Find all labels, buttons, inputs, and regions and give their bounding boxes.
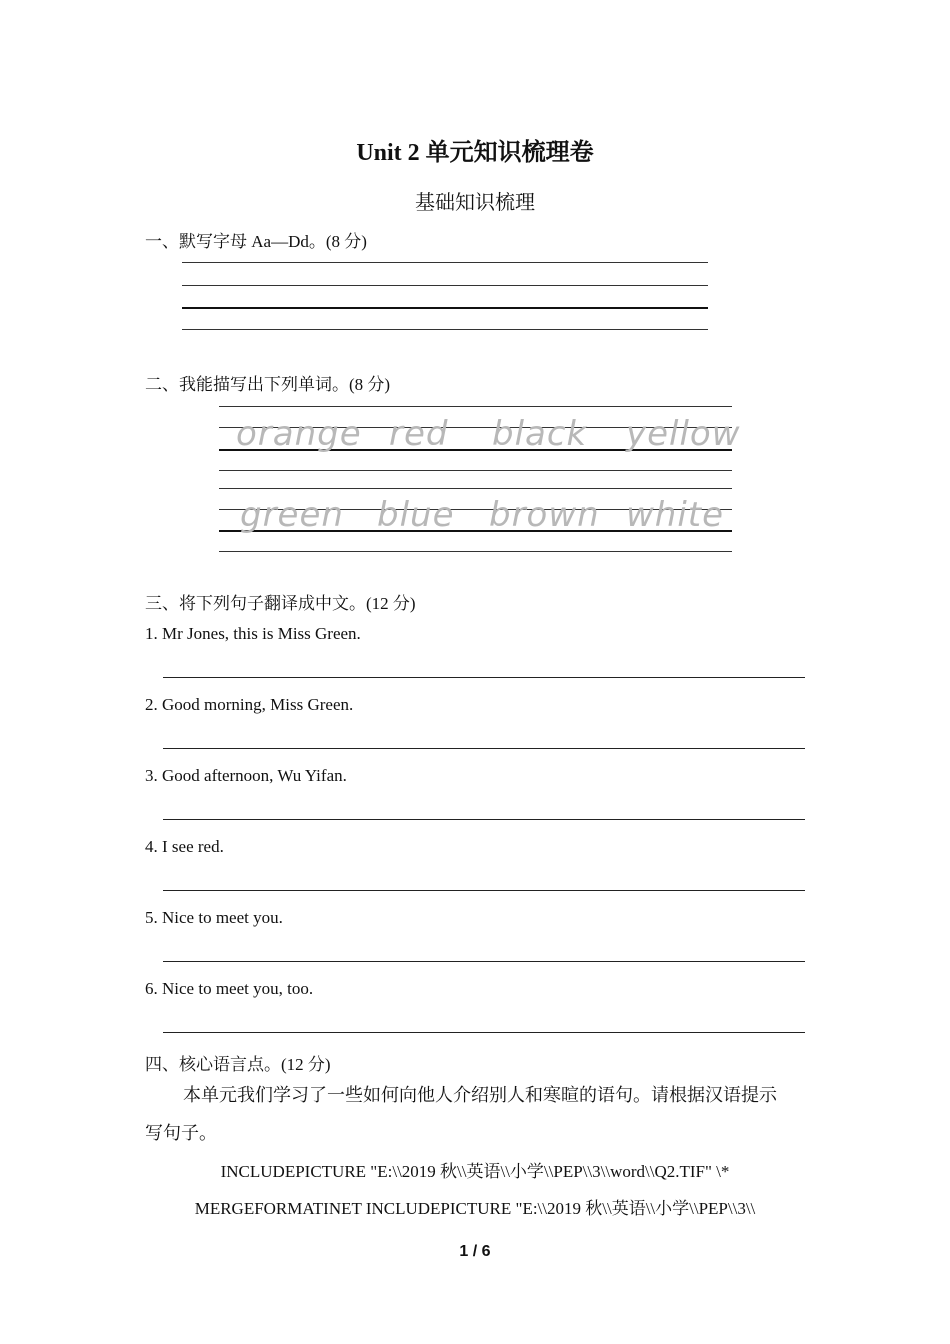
sentence-item: 2. Good morning, Miss Green. bbox=[145, 695, 354, 714]
grid-line bbox=[219, 488, 732, 489]
sentence-item: 6. Nice to meet you, too. bbox=[145, 979, 314, 998]
page-number: 1 / 6 bbox=[459, 1243, 491, 1260]
trace-word: green bbox=[240, 495, 344, 535]
trace-word: black bbox=[492, 414, 588, 454]
sentence-item: 3. Good afternoon, Wu Yifan. bbox=[145, 766, 347, 785]
answer-line[interactable] bbox=[163, 748, 805, 749]
trace-word: yellow bbox=[626, 414, 741, 454]
trace-word: red bbox=[389, 414, 449, 454]
sentence-item: 4. I see red. bbox=[145, 837, 224, 856]
trace-word: blue bbox=[377, 495, 455, 535]
sentence-item: 5. Nice to meet you. bbox=[145, 908, 283, 927]
instruction-text: 本单元我们学习了一些如何向他人介绍别人和寒暄的语句。请根据汉语提示 bbox=[183, 1085, 777, 1105]
answer-line[interactable] bbox=[163, 890, 805, 891]
grid-line bbox=[182, 329, 708, 330]
sentence-item: 1. Mr Jones, this is Miss Green. bbox=[145, 624, 361, 643]
section1-heading: 一、默写字母 Aa—Dd。(8 分) bbox=[145, 232, 367, 251]
section4-heading: 四、核心语言点。(12 分) bbox=[145, 1055, 331, 1074]
page-subtitle: 基础知识梳理 bbox=[415, 192, 535, 214]
answer-line[interactable] bbox=[163, 677, 805, 678]
field-code-text: MERGEFORMATINET INCLUDEPICTURE "E:\\2019 秋\\英语\\小学\\PEP\\3\\ bbox=[194, 1199, 756, 1218]
instruction-text: 写句子。 bbox=[145, 1123, 217, 1143]
page-title: Unit 2 单元知识梳理卷 bbox=[356, 140, 594, 166]
grid-line bbox=[219, 406, 732, 407]
trace-word: brown bbox=[489, 495, 600, 535]
section3-heading: 三、将下列句子翻译成中文。(12 分) bbox=[145, 594, 416, 613]
answer-line[interactable] bbox=[163, 1032, 805, 1033]
answer-line[interactable] bbox=[163, 819, 805, 820]
section2-heading: 二、我能描写出下列单词。(8 分) bbox=[145, 375, 391, 394]
answer-line[interactable] bbox=[163, 961, 805, 962]
grid-line bbox=[182, 262, 708, 263]
grid-line bbox=[219, 551, 732, 552]
field-code-text: INCLUDEPICTURE "E:\\2019 秋\\英语\\小学\\PEP\\3\\word\\Q2.TIF" \* bbox=[220, 1162, 730, 1181]
trace-word: orange bbox=[236, 414, 362, 454]
grid-line bbox=[219, 470, 732, 471]
grid-line-baseline bbox=[182, 307, 708, 309]
trace-word: white bbox=[626, 495, 725, 535]
grid-line bbox=[182, 285, 708, 286]
